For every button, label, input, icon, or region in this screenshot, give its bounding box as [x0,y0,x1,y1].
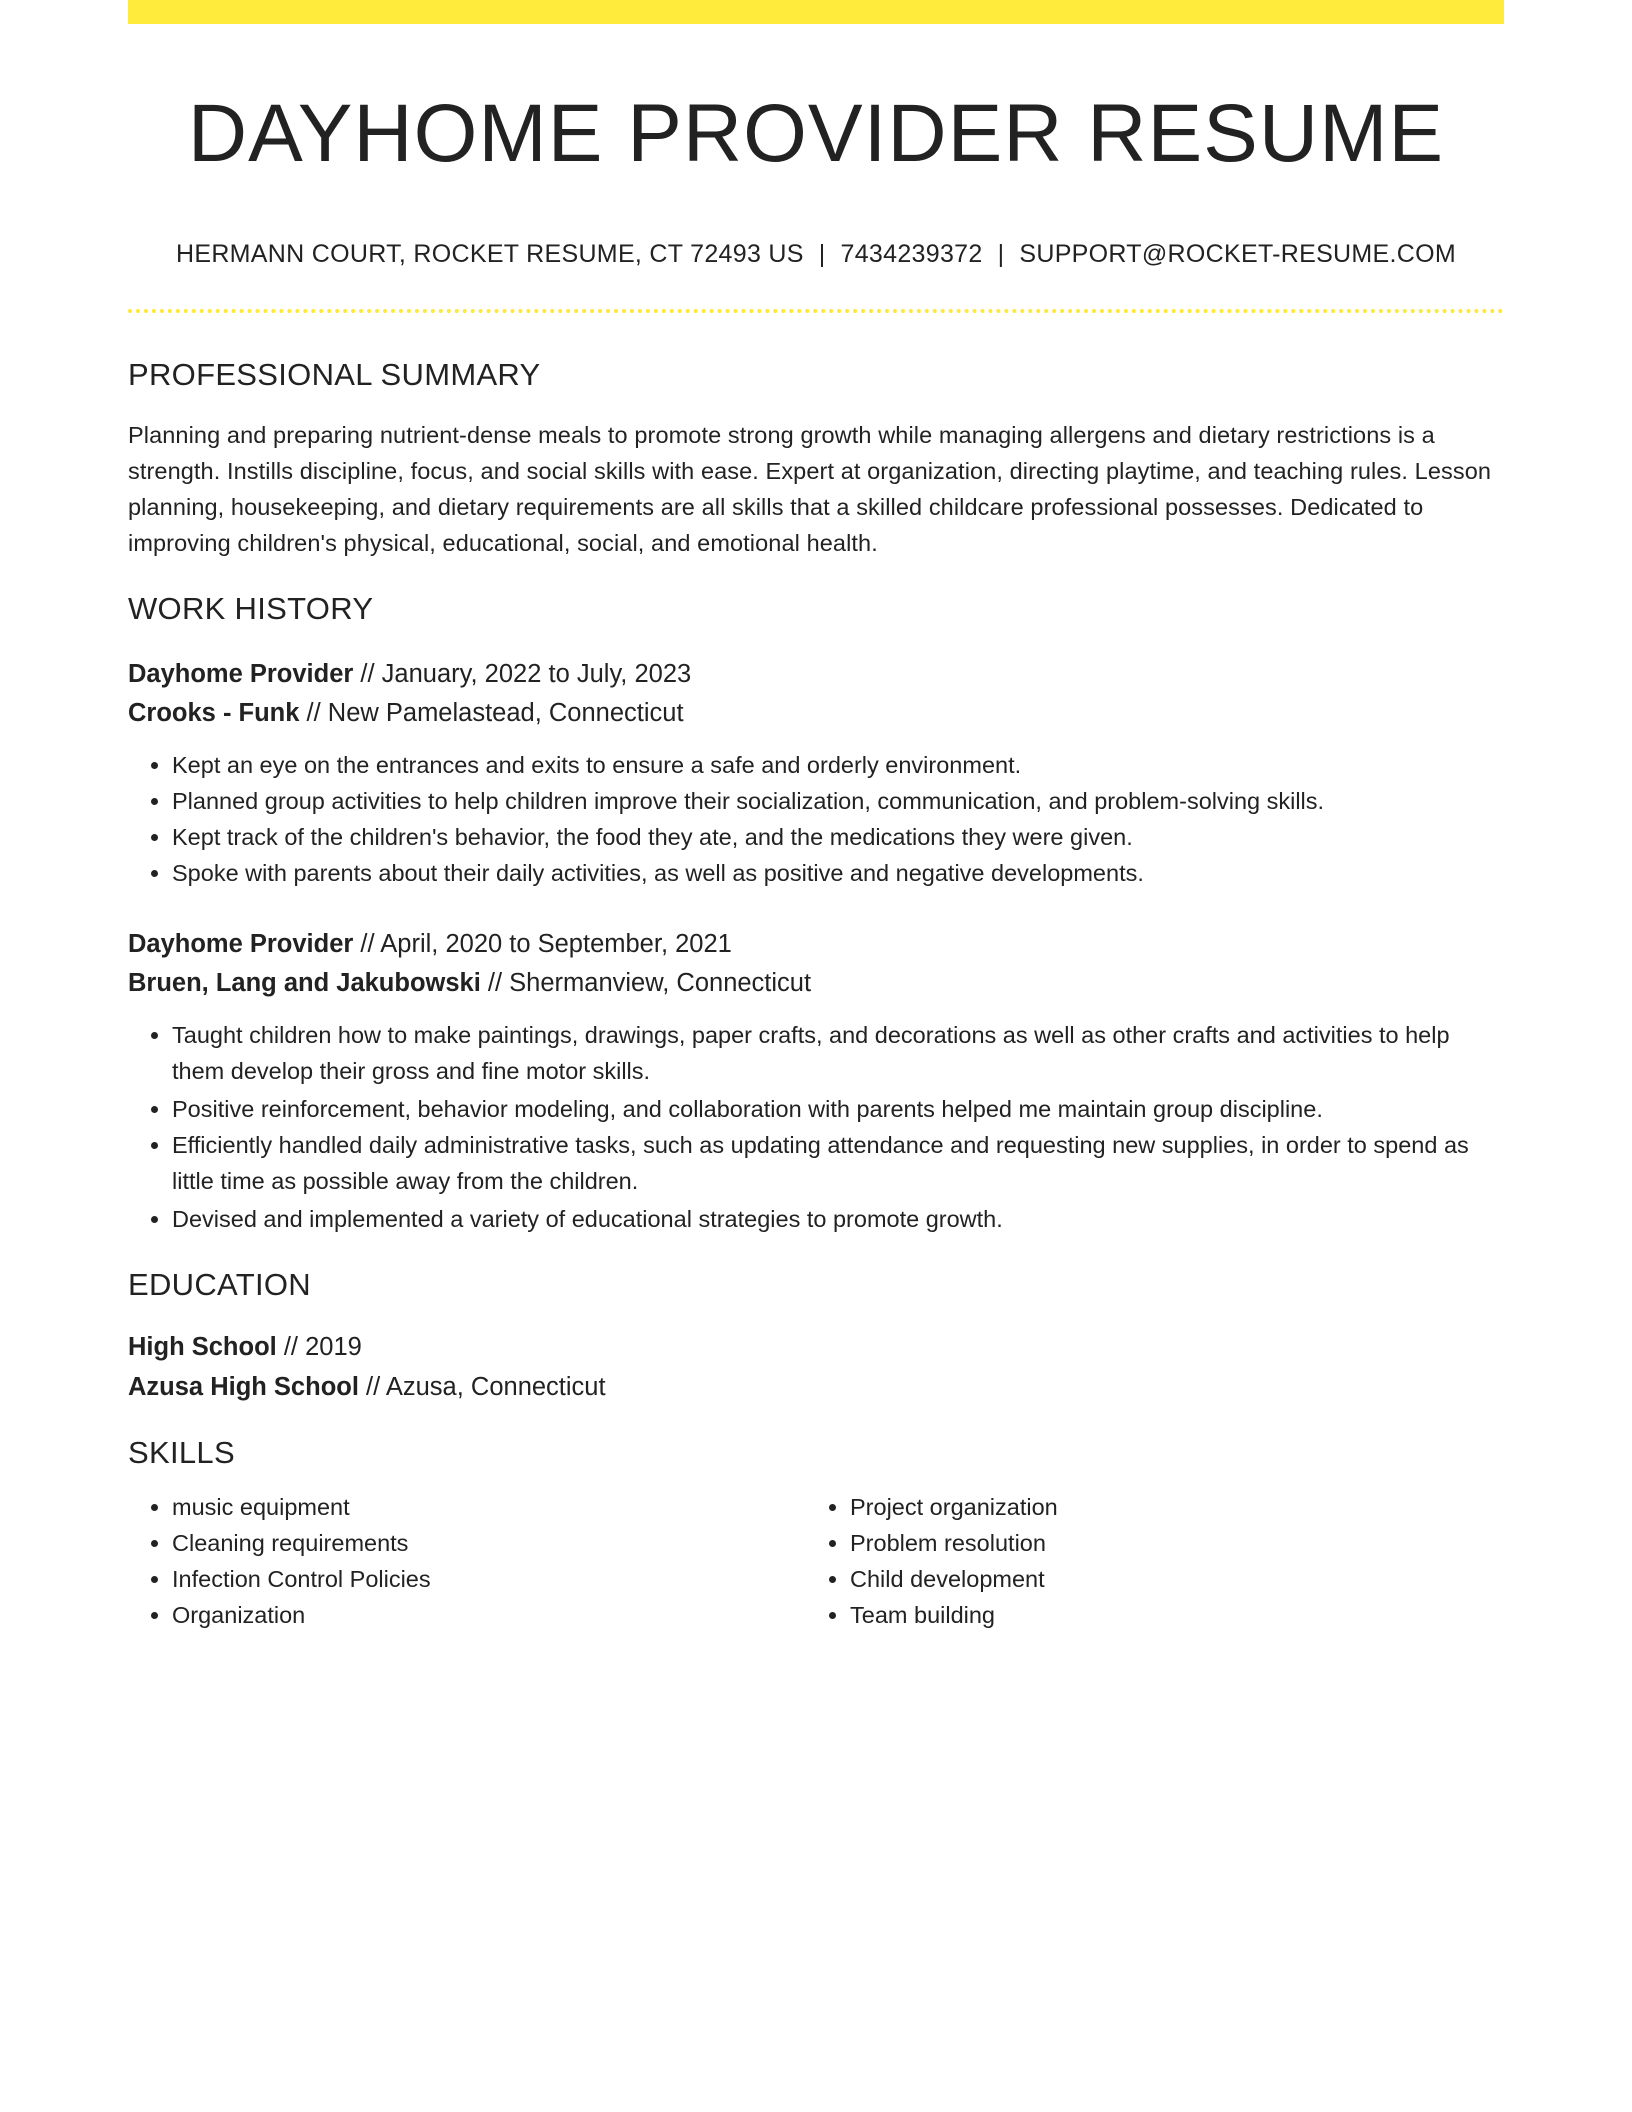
job-location: // Shermanview, Connecticut [480,969,812,997]
skill-item: • Team building [850,1597,1460,1633]
job-duties-list [128,747,1504,891]
job-entry [128,925,1504,1237]
job-entry [128,655,1504,891]
skills-list-right [806,1489,1460,1633]
skill-item: • Project organization [850,1489,1460,1525]
skills-columns [128,1489,1504,1633]
job-dates: // January, 2022 to July, 2023 [353,660,692,688]
list-item: • Kept track of the children's behavior, the food they ate, and the medications they were given. [172,819,1504,855]
job-location: // New Pamelastead, Connecticut [299,699,684,727]
accent-bar [128,0,1504,24]
education-degree: High School [128,1333,277,1361]
skills-list-left [128,1489,806,1633]
education-entry [128,1327,1504,1407]
job-dates: // April, 2020 to September, 2021 [353,930,732,958]
education-location: // Azusa, Connecticut [358,1373,606,1401]
list-item: • Devised and implemented a variety of educational strategies to promote growth. [172,1201,1504,1237]
contact-email: SUPPORT@ROCKET-RESUME.COM [1019,240,1456,268]
job-role-line [128,925,1504,964]
contact-separator: | [997,240,1005,268]
education-school-line [128,1367,1504,1407]
resume-page [128,0,1504,1633]
contact-address: HERMANN COURT, ROCKET RESUME, CT 72493 US [176,240,804,268]
skill-item: • Child development [850,1561,1460,1597]
contact-separator: | [818,240,826,268]
education-heading: EDUCATION [128,1267,311,1302]
list-item: • Planned group activities to help children improve their socialization, communication, and problem-solving skills. [172,783,1504,819]
list-item: • Efficiently handled daily administrative tasks, such as updating attendance and requesting new supplies, in order to spend as little time as possible away from the children. [172,1127,1504,1199]
work-history-heading: WORK HISTORY [128,591,374,626]
skill-item: • Cleaning requirements [172,1525,806,1561]
contact-phone: 7434239372 [840,240,983,268]
job-company-line [128,964,1504,1003]
education-degree-line [128,1327,1504,1367]
skill-item: • Organization [172,1597,806,1633]
skill-item: • Infection Control Policies [172,1561,806,1597]
list-item: • Spoke with parents about their daily activities, as well as positive and negative developments. [172,855,1504,891]
summary-heading: PROFESSIONAL SUMMARY [128,357,541,392]
contact-line [128,238,1504,270]
job-duties-list [128,1017,1504,1237]
list-item: • Taught children how to make paintings, drawings, paper crafts, and decorations as well as other crafts and activities to help them develop their gross and fine motor skills. [172,1017,1504,1089]
education-year: // 2019 [276,1333,362,1361]
job-role: Dayhome Provider [128,930,354,958]
summary-text: Planning and preparing nutrient-dense meals to promote strong growth while managing allergens and dietary restrictions is a strength. Instills discipline, focus, and social skills with ease. Expert at organization, directing playtime, and teaching rules. Lesson planning, housekeeping, and dietary requirements are all skills that a skilled childcare professional possesses. Dedicated to improving children's physical, educational, social, and emotional health. [128,422,1492,556]
job-role-line [128,655,1504,694]
list-item: • Kept an eye on the entrances and exits to ensure a safe and orderly environment. [172,747,1504,783]
education-school: Azusa High School [128,1373,359,1401]
job-role: Dayhome Provider [128,660,354,688]
skill-item: • music equipment [172,1489,806,1525]
resume-title: DAYHOME PROVIDER RESUME [187,88,1445,179]
dotted-divider [128,309,1504,313]
job-company-line [128,694,1504,733]
skills-heading: SKILLS [128,1435,235,1470]
skill-item: • Problem resolution [850,1525,1460,1561]
job-company: Bruen, Lang and Jakubowski [128,969,481,997]
job-company: Crooks - Funk [128,699,300,727]
list-item: • Positive reinforcement, behavior modeling, and collaboration with parents helped me maintain group discipline. [172,1091,1504,1127]
